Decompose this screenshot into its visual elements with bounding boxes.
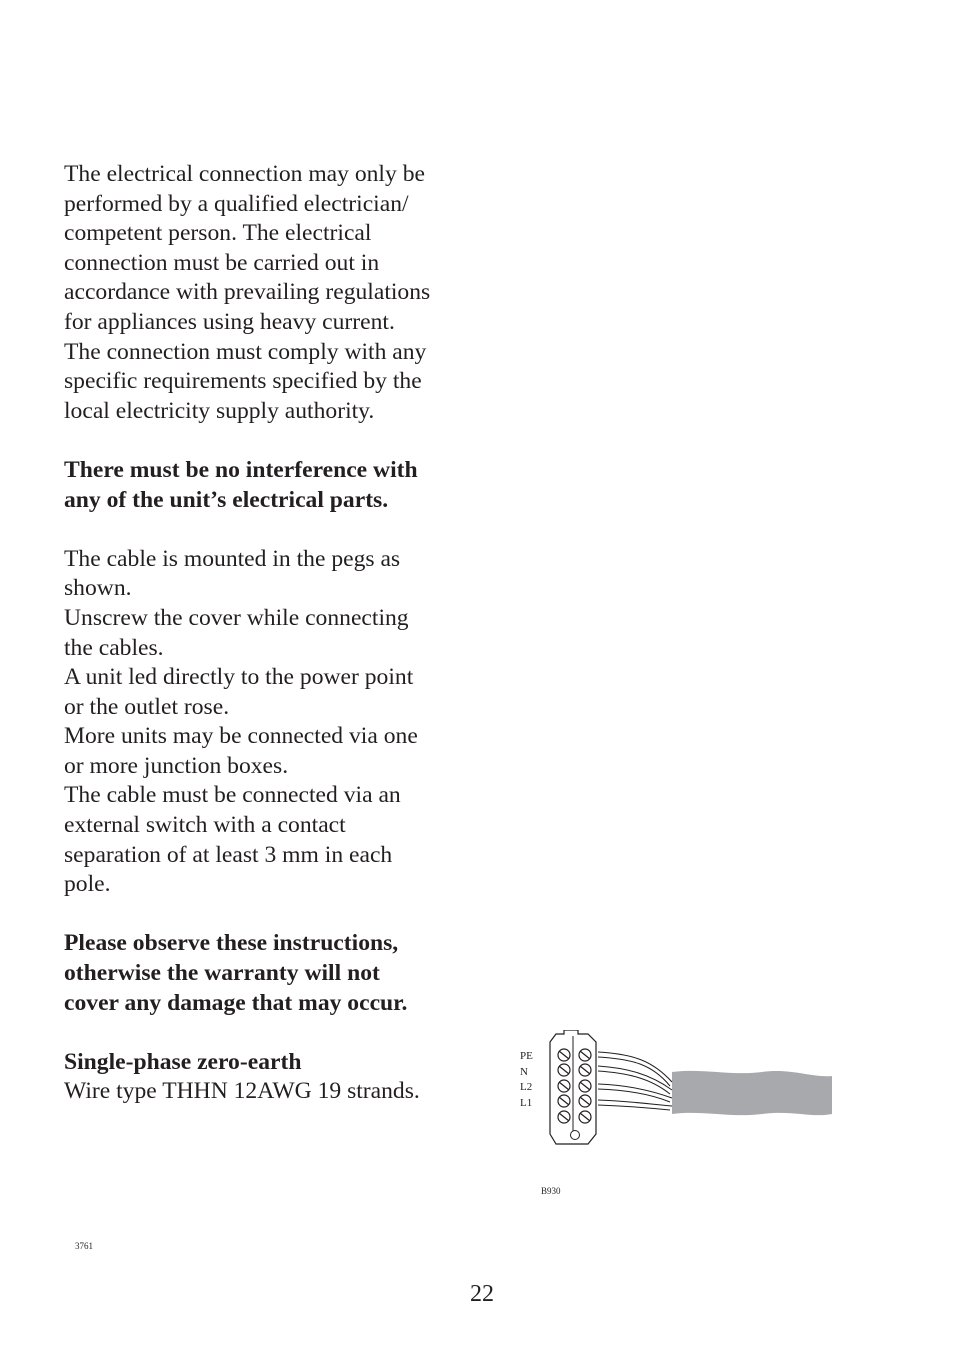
text-line: A unit led directly to the power point	[64, 664, 414, 691]
text-line: The cable is mounted in the pegs as	[64, 545, 401, 572]
text-line: More units may be connected via one	[64, 723, 418, 750]
connection-paragraph	[64, 160, 464, 426]
text-line: or more junction boxes.	[64, 752, 289, 779]
text-line: accordance with prevailing regulations	[64, 279, 431, 306]
cable-paragraph	[64, 545, 464, 900]
text-line: separation of at least 3 mm in each	[64, 841, 393, 868]
text-line: competent person. The electrical	[64, 220, 372, 247]
figure-code: B930	[541, 1186, 561, 1196]
text-line: specific requirements specified by the	[64, 368, 422, 395]
wire-type-text: Wire type THHN 12AWG 19 strands.	[64, 1078, 420, 1105]
instruction-text	[64, 160, 464, 1107]
terminal-label-n: N	[520, 1065, 528, 1078]
text-line: connection must be carried out in	[64, 249, 380, 276]
mounting-hole	[571, 1131, 580, 1140]
terminal-label-l1: L1	[520, 1096, 533, 1109]
document-code: 3761	[75, 1241, 93, 1251]
terminal-block-diagram	[512, 1030, 842, 1160]
text-line: for appliances using heavy current.	[64, 308, 395, 335]
terminal-label-pe: PE	[520, 1050, 533, 1062]
section-heading: Single-phase zero-earth	[64, 1048, 302, 1075]
warning-line: Please observe these instructions,	[64, 930, 399, 957]
text-line: local electricity supply authority.	[64, 397, 375, 424]
terminal-label-l2: L2	[520, 1081, 533, 1093]
text-line: shown.	[64, 575, 132, 602]
text-line: Unscrew the cover while connecting	[64, 604, 409, 631]
wiring-spec	[64, 1048, 464, 1107]
warning-line: There must be no interference with	[64, 456, 418, 483]
warning-line: any of the unit’s electrical parts.	[64, 486, 389, 513]
text-line: the cables.	[64, 634, 164, 661]
text-line: The electrical connection may only be	[64, 161, 425, 187]
cable-sheath	[672, 1071, 832, 1115]
warning-line: cover any damage that may occur.	[64, 989, 408, 1016]
interference-warning	[64, 456, 464, 515]
text-line: The connection must comply with any	[64, 338, 427, 365]
text-line: external switch with a contact	[64, 812, 346, 839]
warranty-warning	[64, 929, 464, 1018]
text-line: performed by a qualified electrician/	[64, 190, 409, 217]
wires	[598, 1052, 672, 1110]
text-line: The cable must be connected via an	[64, 782, 401, 809]
text-line: or the outlet rose.	[64, 693, 230, 720]
page-number: 22	[470, 1281, 494, 1307]
warning-line: otherwise the warranty will not	[64, 960, 380, 987]
text-line: pole.	[64, 871, 111, 898]
